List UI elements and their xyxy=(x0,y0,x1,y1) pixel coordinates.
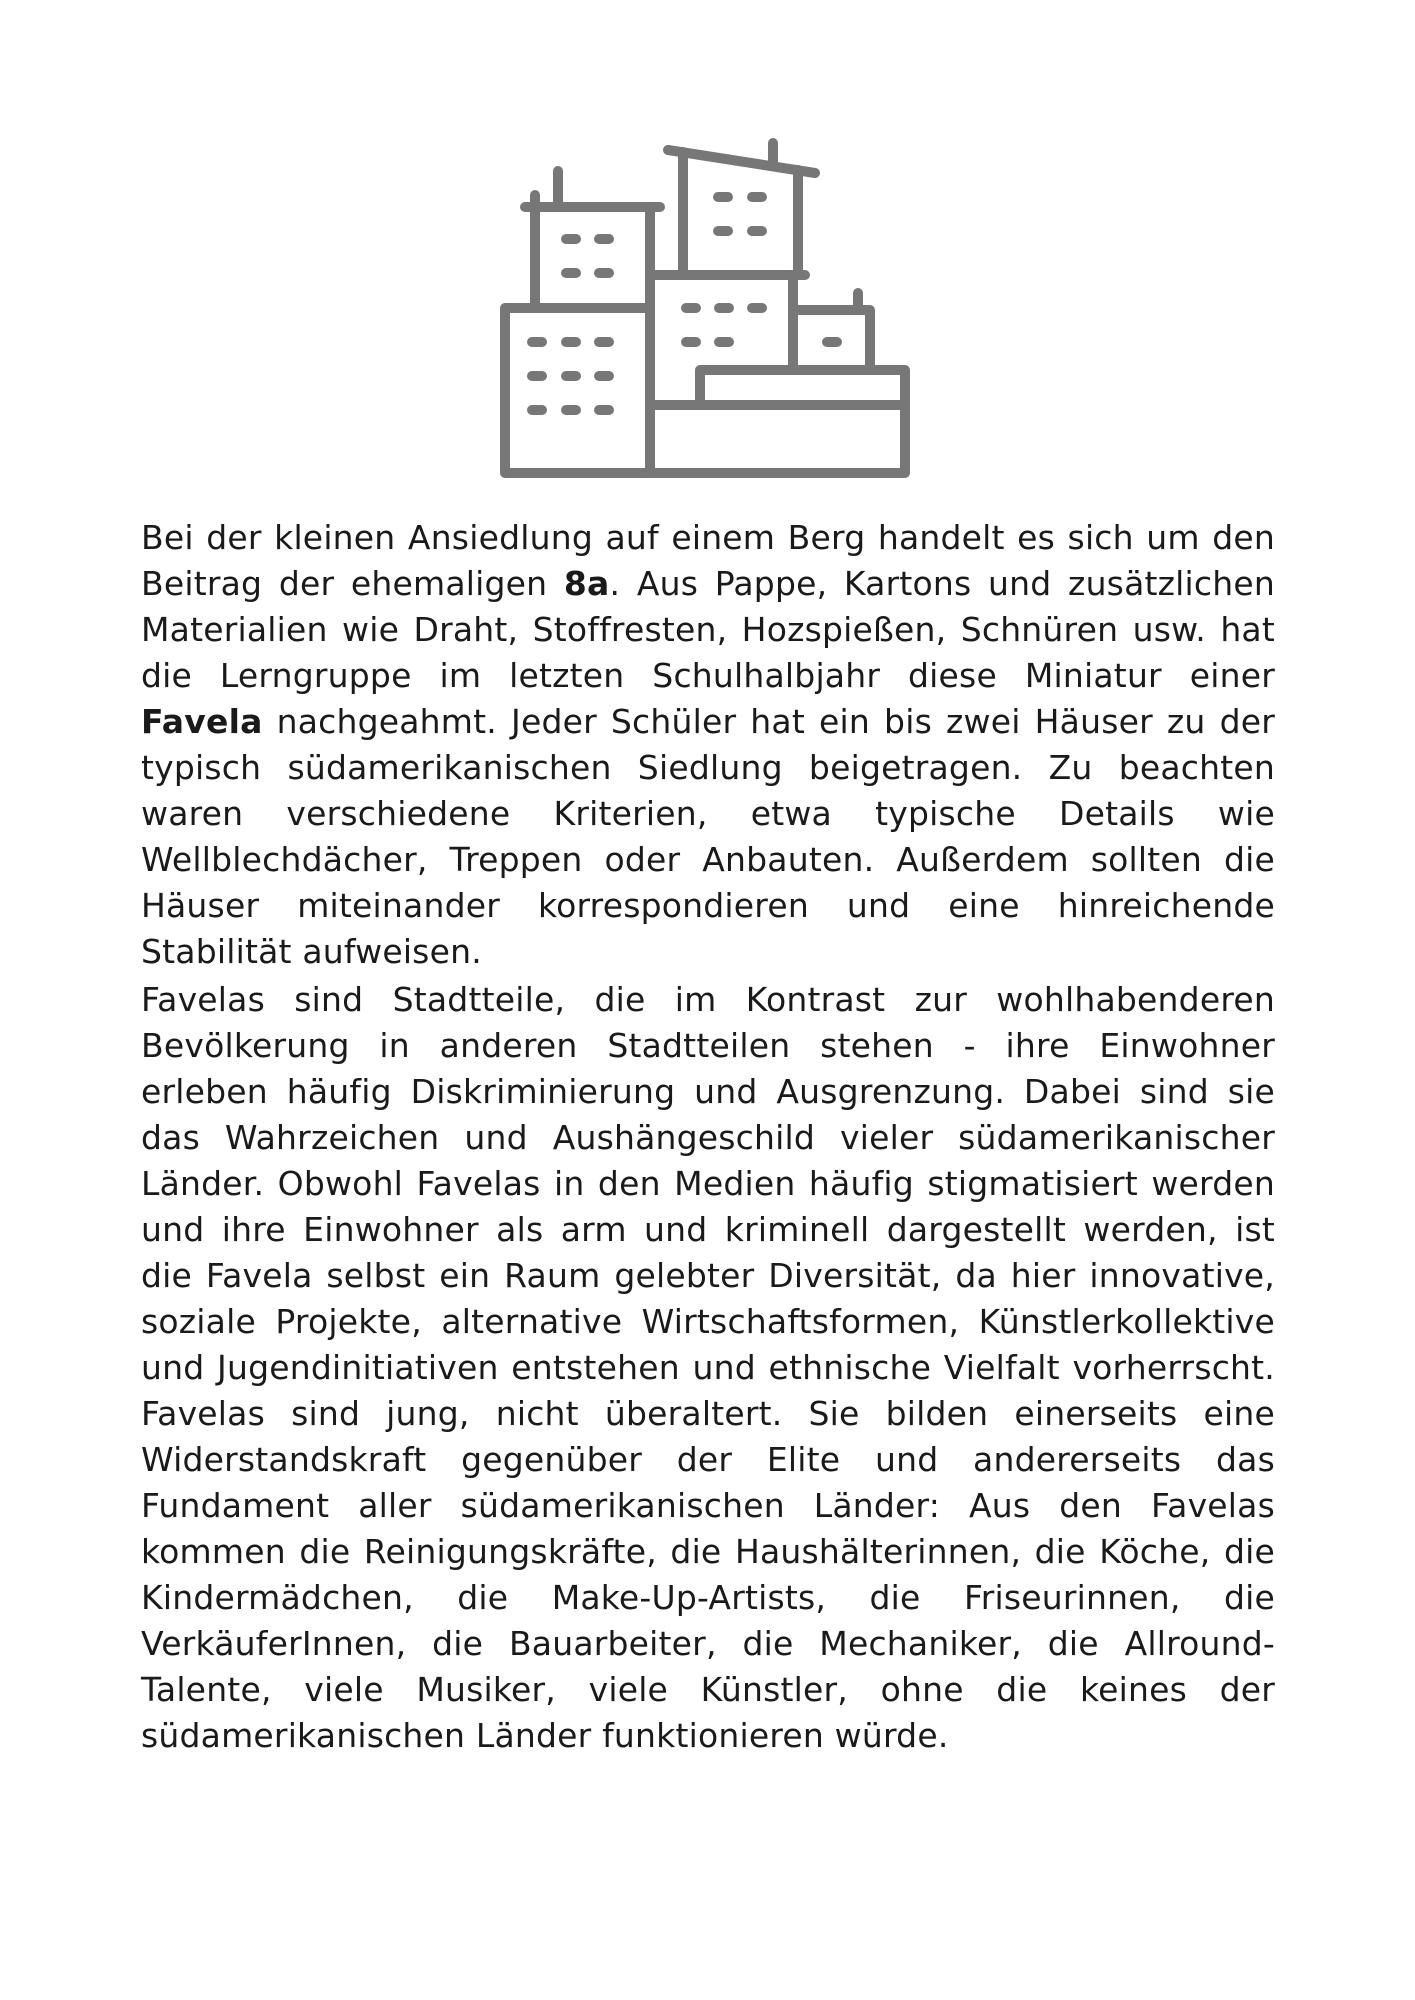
class-name-bold: 8a xyxy=(563,564,610,603)
intro-text-part3: nachgeahmt. Jeder Schüler hat ein bis zwei Häuser zu der typisch südamerikanischen Siedlung beigetragen. Zu beachten waren verschiedene Kriterien, etwa typische Details wie Wellblechdächer, Treppen oder Anbauten. Außerdem sollten die Häuser miteinander korrespondieren und eine hinreichende Stabilität aufweisen. xyxy=(141,702,1275,971)
intro-text-part1: Bei der kleinen Ansiedlung auf einem Berg handelt es sich um den Beitrag der ehemaligen xyxy=(141,518,1275,603)
favela-description-paragraph: Favelas sind Stadtteile, die im Kontrast zur wohlhabenderen Bevölkerung in anderen Stadtteilen stehen - ihre Einwohner erleben häufig Diskriminierung und Ausgrenzung. Dabei sind sie das Wahrzeichen und Aushängeschild vieler südamerikanischer Länder. Obwohl Favelas in den Medien häufig stigmatisiert werden und ihre Einwohner als arm und kriminell dargestellt werden, ist die Favela selbst ein Raum gelebter Diversität, da hier innovative, soziale Projekte, alternative Wirtschaftsformen, Künstlerkollektive und Jugendinitiativen entstehen und ethnische Vielfalt vorherrscht. Favelas sind jung, nicht überaltert. Sie bilden einerseits eine Widerstandskraft gegenüber der Elite und andererseits das Fundament aller südamerikanischen Länder: Aus den Favelas kommen die Reinigungskräfte, die Haushälterinnen, die Köche, die Kindermädchen, die Make-Up-Artists, die Friseurinnen, die VerkäuferInnen, die Bauarbeiter, die Mechaniker, die Allround-Talente, viele Musiker, viele Künstler, ohne die keines der südamerikanischen Länder funktionieren würde. xyxy=(141,980,1275,1755)
intro-paragraph xyxy=(141,515,1275,975)
buildings-icon xyxy=(495,135,925,485)
intro-text-part2: . Aus Pappe, Kartons und zusätzlichen Materialien wie Draht, Stoffresten, Hozspießen, Schnüren usw. hat die Lerngruppe im letzten Schulhalbjahr diese Miniatur einer xyxy=(141,564,1275,695)
favela-bold: Favela xyxy=(141,702,263,741)
